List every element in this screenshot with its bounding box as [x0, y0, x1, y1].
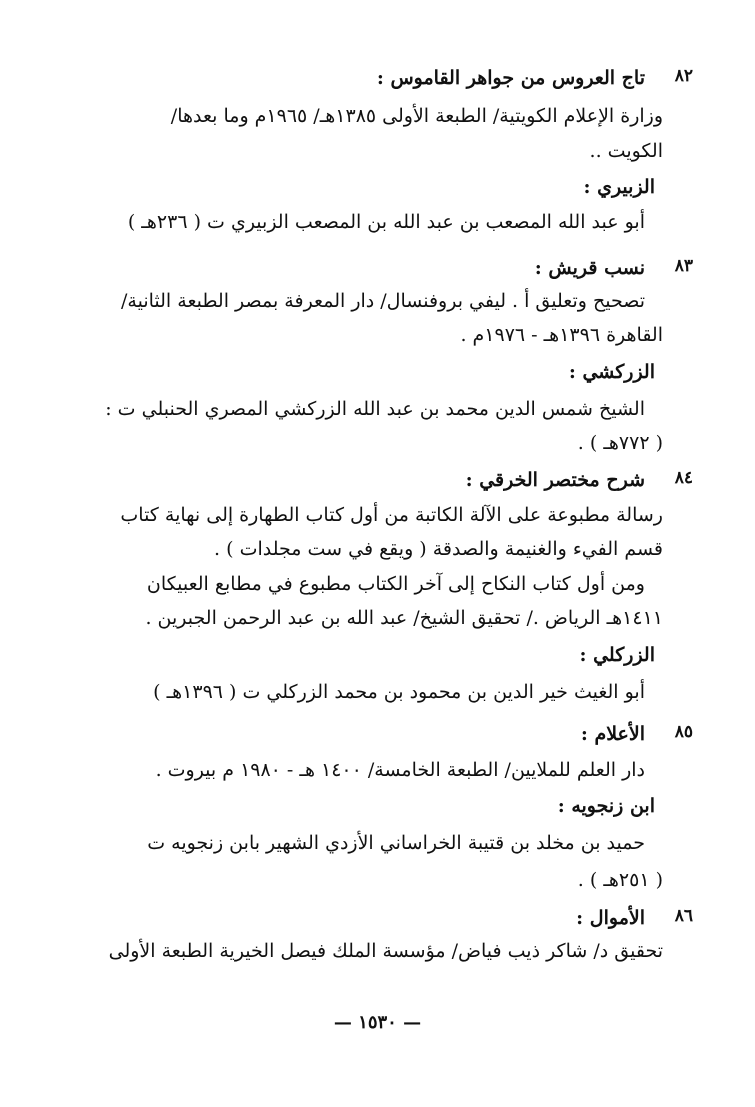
text-line: وزارة الإعلام الكويتية/ الطبعة الأولى ١٣٨٥هـ/ ١٩٦٥م وما بعدها/ [170, 105, 663, 127]
entry-title: الأموال : [576, 907, 645, 929]
text-line: تصحيح وتعليق أ . ليفي بروفنسال/ دار المعرفة بمصر الطبعة الثانية/ [121, 290, 645, 312]
text-line: رسالة مطبوعة على الآلة الكاتبة من أول كتاب الطهارة إلى نهاية كتاب [120, 504, 663, 526]
text-line: حميد بن مخلد بن قتيبة الخراساني الأزدي الشهير بابن زنجويه ت [147, 832, 645, 854]
text-line: ( ٧٧٢هـ ) . [577, 432, 663, 454]
entry-title: الأعلام : [580, 723, 645, 745]
entry-title: نسب قريش : [534, 257, 645, 279]
entry-title: شرح مختصر الخرقي : [465, 469, 645, 491]
entry-number: ٨٣ [674, 256, 693, 276]
text-line: ١٤١١هـ الرياض ./ تحقيق الشيخ/ عبد الله بن عبد الرحمن الجبرين . [145, 607, 663, 629]
section-heading: ابن زنجويه : [557, 795, 655, 817]
text-line: دار العلم للملايين/ الطبعة الخامسة/ ١٤٠٠ هـ - ١٩٨٠ م بيروت . [155, 759, 645, 781]
text-line: الكويت .. [589, 140, 663, 162]
text-line: ( ٢٥١هـ ) . [577, 869, 663, 891]
text-line: أبو عبد الله المصعب بن عبد الله بن المصعب الزبيري ت ( ٢٣٦هـ ) [127, 211, 645, 233]
entry-number: ٨٥ [674, 722, 693, 742]
text-line: تحقيق د/ شاكر ذيب فياض/ مؤسسة الملك فيصل الخيرية الطبعة الأولى [108, 940, 663, 962]
entry-number: ٨٤ [674, 468, 693, 488]
section-heading: الزركلي : [579, 644, 655, 666]
section-heading: الزركشي : [568, 361, 655, 383]
entry-number: ٨٦ [674, 906, 693, 926]
text-line: الشيخ شمس الدين محمد بن عبد الله الزركشي المصري الحنبلي ت : [105, 398, 645, 420]
text-line: أبو الغيث خير الدين بن محمود بن محمد الزركلي ت ( ١٣٩٦هـ ) [153, 681, 645, 703]
section-heading: الزبيري : [583, 176, 655, 198]
entry-title: تاج العروس من جواهر القاموس : [376, 67, 645, 89]
text-line: قسم الفيء والغنيمة والصدقة ( ويقع في ست مجلدات ) . [214, 538, 663, 560]
text-line: القاهرة ١٣٩٦هـ - ١٩٧٦م . [460, 324, 663, 346]
text-line: ومن أول كتاب النكاح إلى آخر الكتاب مطبوع في مطابع العبيكان [146, 573, 645, 595]
page-number: — ١٥٣٠ — [333, 1012, 422, 1033]
entry-number: ٨٢ [674, 66, 693, 86]
